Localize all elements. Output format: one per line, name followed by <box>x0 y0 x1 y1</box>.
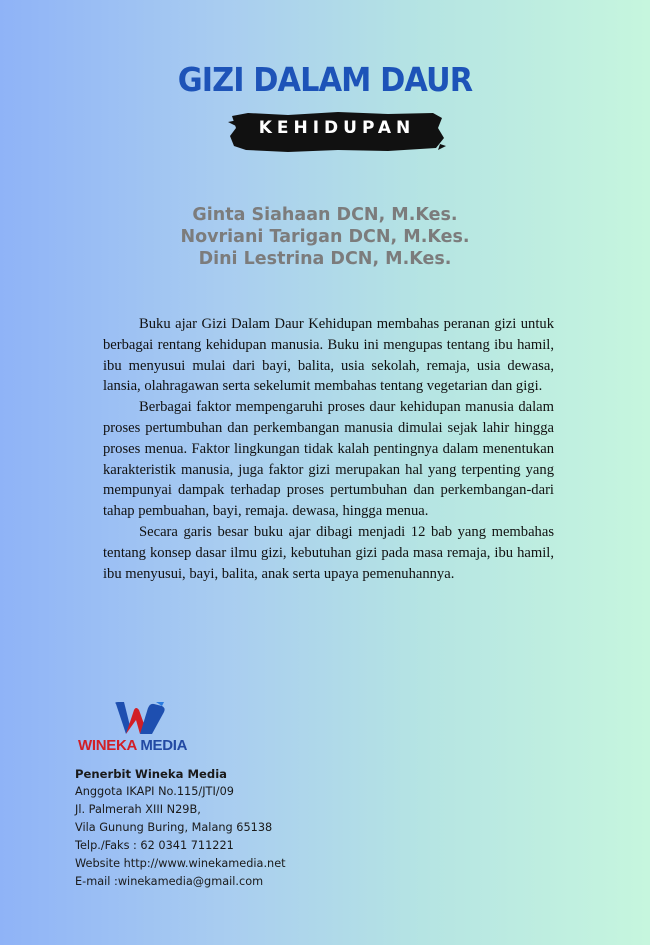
author-name: Ginta Siahaan DCN, M.Kes. <box>192 205 458 225</box>
author-name: Novriani Tarigan DCN, M.Kes. <box>180 227 470 247</box>
description-paragraph: Buku ajar Gizi Dalam Daur Kehidupan membahas peranan gizi untuk berbagai rentang kehidupan manusia. Buku ini mengupas tentang ibu hamil, ibu menyusui mulai dari bayi, balita, usia sekolah, remaja, usia dewasa, lansia, olahragawan serta sekelumit membahas tentang vegetarian dan gigi. <box>103 316 554 395</box>
publisher-line: Vila Gunung Buring, Malang 65138 <box>75 821 273 834</box>
description-paragraph: Secara garis besar buku ajar dibagi menjadi 12 bab yang membahas tentang konsep dasar ilmu gizi, kebutuhan gizi pada masa remaja, ibu hamil, ibu menyusui, bayi, balita, anak serta upaya pemenuhannya. <box>103 523 554 582</box>
book-title: GIZI DALAM DAUR <box>177 60 473 99</box>
author-list <box>0 204 650 270</box>
publisher-logo-text: WINEKA MEDIA <box>78 737 188 754</box>
author-name: Dini Lestrina DCN, M.Kes. <box>198 249 452 269</box>
publisher-line: Anggota IKAPI No.115/JTI/09 <box>75 785 234 798</box>
publisher-info <box>75 765 286 891</box>
publisher-website: Website http://www.winekamedia.net <box>75 857 286 870</box>
publisher-line: Telp./Faks : 62 0341 711221 <box>75 839 234 852</box>
book-subtitle: KEHIDUPAN <box>258 118 416 138</box>
book-description <box>103 314 554 584</box>
wineka-logo-icon <box>112 700 168 736</box>
publisher-email: E-mail :winekamedia@gmail.com <box>75 875 264 888</box>
description-paragraph: Berbagai faktor mempengaruhi proses daur kehidupan manusia dalam proses pertumbuhan dan perkembangan manusia dimulai sejak lahir hingga proses menua. Faktor lingkungan tidak kalah pentingnya dalam menentukan karakteristik manusia, juga faktor gizi merupakan hal yang terpenting yang mempunyai dampak terhadap proses pertumbuhan dan perkembangan-dari tahap pembuahan, bayi, remaja. dewasa, hingga menua. <box>103 399 554 520</box>
publisher-line: Jl. Palmerah XIII N29B, <box>75 803 201 816</box>
publisher-name: Penerbit Wineka Media <box>75 767 227 781</box>
